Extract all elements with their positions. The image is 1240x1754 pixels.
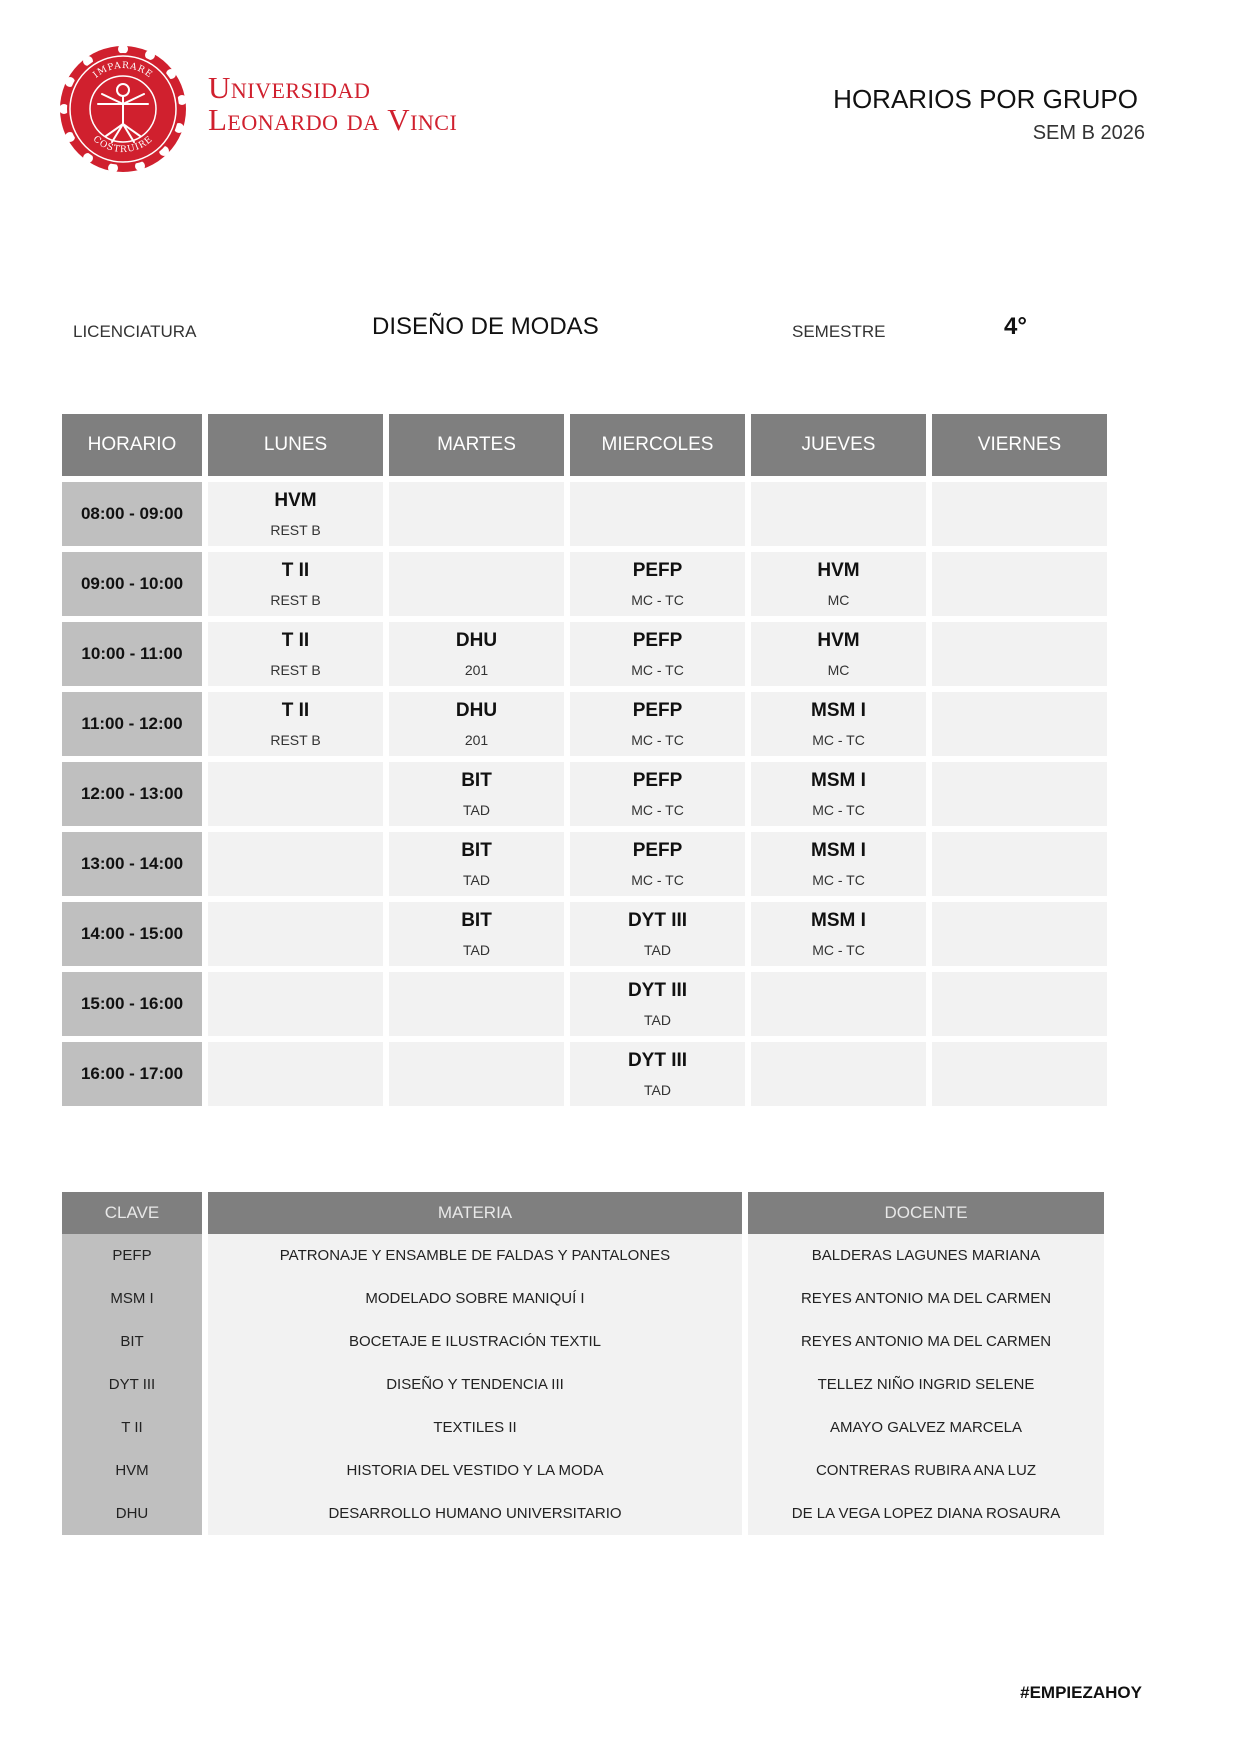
room-label: REST B [270,522,321,538]
schedule-cell-lunes [208,622,383,686]
legend-docente: BALDERAS LAGUNES MARIANA [748,1234,1104,1277]
schedule-row [62,692,1106,756]
semestre-label: SEMESTRE [792,322,886,341]
legend-docente: AMAYO GALVEZ MARCELA [748,1406,1104,1449]
footer-hashtag: #EMPIEZAHOY [1020,1683,1142,1702]
room-label: 201 [464,662,489,678]
col-header-lunes: LUNES [208,414,383,476]
course-code: T II [281,560,310,581]
schedule-cell-martes [389,832,564,896]
schedule-cell-martes [389,622,564,686]
schedule-cell-viernes [932,622,1107,686]
university-name-line2: Leonardo da Vinci [208,102,458,137]
legend-row [62,1449,1106,1492]
time-slot: 14:00 - 15:00 [62,902,202,966]
room-label: MC [827,662,850,678]
room-label: MC [827,592,850,608]
legend-clave: PEFP [62,1234,202,1277]
legend-docente: REYES ANTONIO MA DEL CARMEN [748,1277,1104,1320]
schedule-cell-jueves [751,902,926,966]
schedule-table [62,414,1106,1112]
course-code: HVM [817,560,860,581]
legend-docente: CONTRERAS RUBIRA ANA LUZ [748,1449,1104,1492]
course-code: PEFP [632,770,683,791]
schedule-cell-miercoles [570,1042,745,1106]
schedule-cell-viernes [932,692,1107,756]
course-code: MSM I [811,770,866,791]
course-code: PEFP [632,840,683,861]
schedule-cell-lunes [208,972,383,1036]
time-slot: 08:00 - 09:00 [62,482,202,546]
legend-header-materia: MATERIA [208,1192,742,1234]
legend-clave: DHU [62,1492,202,1535]
schedule-row [62,902,1106,966]
room-label: 201 [464,732,489,748]
room-label: MC - TC [812,802,865,818]
room-label: MC - TC [631,732,684,748]
room-label: TAD [463,802,490,818]
schedule-cell-jueves [751,1042,926,1106]
licenciatura-value: DISEÑO DE MODAS [372,313,599,340]
page-title: HORARIOS POR GRUPO [833,84,1138,114]
legend-clave: DYT III [62,1363,202,1406]
university-name [208,72,457,136]
room-label: MC - TC [812,872,865,888]
course-code: PEFP [632,560,683,581]
col-header-horario: HORARIO [62,414,202,476]
legend-header-clave: CLAVE [62,1192,202,1234]
legend-docente: TELLEZ NIÑO INGRID SELENE [748,1363,1104,1406]
legend-clave: T II [62,1406,202,1449]
schedule-cell-viernes [932,762,1107,826]
legend-row [62,1277,1106,1320]
time-slot: 09:00 - 10:00 [62,552,202,616]
university-logo [58,44,568,176]
room-label: TAD [644,942,671,958]
legend-header-row [62,1192,1106,1234]
room-label: TAD [644,1012,671,1028]
room-label: MC - TC [812,732,865,748]
course-code: DYT III [627,910,688,931]
schedule-row [62,972,1106,1036]
course-code: HVM [817,630,860,651]
schedule-cell-miercoles [570,832,745,896]
schedule-cell-jueves [751,482,926,546]
course-code: MSM I [811,910,866,931]
schedule-cell-miercoles [570,482,745,546]
schedule-cell-jueves [751,692,926,756]
semestre-value: 4° [1004,313,1027,340]
schedule-cell-viernes [932,552,1107,616]
course-code: BIT [461,910,492,931]
university-name-line1: Universidad [208,70,371,105]
time-slot: 11:00 - 12:00 [62,692,202,756]
schedule-cell-lunes [208,902,383,966]
schedule-header-row [62,414,1106,476]
university-seal-icon [58,44,188,174]
col-header-viernes: VIERNES [932,414,1107,476]
schedule-row [62,832,1106,896]
schedule-row [62,552,1106,616]
schedule-cell-viernes [932,902,1107,966]
schedule-cell-jueves [751,832,926,896]
schedule-cell-miercoles [570,692,745,756]
course-code: BIT [461,840,492,861]
legend-clave: MSM I [62,1277,202,1320]
schedule-cell-martes [389,1042,564,1106]
schedule-cell-lunes [208,832,383,896]
legend-materia: DISEÑO Y TENDENCIA III [208,1363,742,1406]
svg-text:IMPARARE: IMPARARE [91,60,155,81]
course-code: T II [281,630,310,651]
schedule-cell-miercoles [570,762,745,826]
schedule-cell-viernes [932,1042,1107,1106]
schedule-cell-miercoles [570,622,745,686]
schedule-cell-lunes [208,552,383,616]
schedule-cell-miercoles [570,552,745,616]
legend-row [62,1363,1106,1406]
course-code: MSM I [811,840,866,861]
legend-row [62,1406,1106,1449]
legend-docente: DE LA VEGA LOPEZ DIANA ROSAURA [748,1492,1104,1535]
col-header-martes: MARTES [389,414,564,476]
schedule-cell-martes [389,902,564,966]
schedule-cell-lunes [208,692,383,756]
room-label: TAD [644,1082,671,1098]
legend-clave: HVM [62,1449,202,1492]
room-label: MC - TC [631,662,684,678]
time-slot: 15:00 - 16:00 [62,972,202,1036]
legend-materia: MODELADO SOBRE MANIQUÍ I [208,1277,742,1320]
room-label: REST B [270,662,321,678]
time-slot: 16:00 - 17:00 [62,1042,202,1106]
schedule-cell-miercoles [570,902,745,966]
schedule-cell-martes [389,762,564,826]
time-slot: 12:00 - 13:00 [62,762,202,826]
time-slot: 13:00 - 14:00 [62,832,202,896]
legend-table [62,1192,1106,1535]
room-label: MC - TC [631,872,684,888]
schedule-cell-jueves [751,622,926,686]
schedule-cell-lunes [208,1042,383,1106]
legend-docente: REYES ANTONIO MA DEL CARMEN [748,1320,1104,1363]
page-subtitle: SEM B 2026 [1032,122,1145,144]
schedule-cell-viernes [932,832,1107,896]
legend-materia: BOCETAJE E ILUSTRACIÓN TEXTIL [208,1320,742,1363]
course-code: DYT III [627,1050,688,1071]
schedule-cell-martes [389,482,564,546]
legend-materia: PATRONAJE Y ENSAMBLE DE FALDAS Y PANTALONES [208,1234,742,1277]
time-slot: 10:00 - 11:00 [62,622,202,686]
schedule-cell-miercoles [570,972,745,1036]
schedule-cell-lunes [208,482,383,546]
room-label: TAD [463,942,490,958]
room-label: TAD [463,872,490,888]
schedule-cell-jueves [751,762,926,826]
legend-materia: DESARROLLO HUMANO UNIVERSITARIO [208,1492,742,1535]
legend-materia: TEXTILES II [208,1406,742,1449]
legend-row [62,1234,1106,1277]
room-label: MC - TC [812,942,865,958]
room-label: REST B [270,732,321,748]
col-header-miercoles: MIERCOLES [570,414,745,476]
course-code: DHU [455,700,498,721]
legend-row [62,1492,1106,1535]
schedule-cell-jueves [751,552,926,616]
svg-text:COSTRUIRE: COSTRUIRE [90,134,156,156]
room-label: MC - TC [631,592,684,608]
course-code: PEFP [632,700,683,721]
schedule-cell-viernes [932,972,1107,1036]
schedule-cell-martes [389,972,564,1036]
course-code: BIT [461,770,492,791]
course-code: MSM I [811,700,866,721]
schedule-row [62,622,1106,686]
course-code: T II [281,700,310,721]
course-code: DYT III [627,980,688,1001]
col-header-jueves: JUEVES [751,414,926,476]
schedule-cell-martes [389,692,564,756]
legend-row [62,1320,1106,1363]
schedule-row [62,762,1106,826]
room-label: MC - TC [631,802,684,818]
legend-materia: HISTORIA DEL VESTIDO Y LA MODA [208,1449,742,1492]
schedule-cell-viernes [932,482,1107,546]
schedule-cell-jueves [751,972,926,1036]
schedule-row [62,482,1106,546]
licenciatura-label: LICENCIATURA [73,322,197,341]
schedule-row [62,1042,1106,1106]
legend-clave: BIT [62,1320,202,1363]
course-code: DHU [455,630,498,651]
room-label: REST B [270,592,321,608]
legend-header-docente: DOCENTE [748,1192,1104,1234]
schedule-cell-lunes [208,762,383,826]
course-code: PEFP [632,630,683,651]
schedule-cell-martes [389,552,564,616]
course-code: HVM [274,490,317,511]
